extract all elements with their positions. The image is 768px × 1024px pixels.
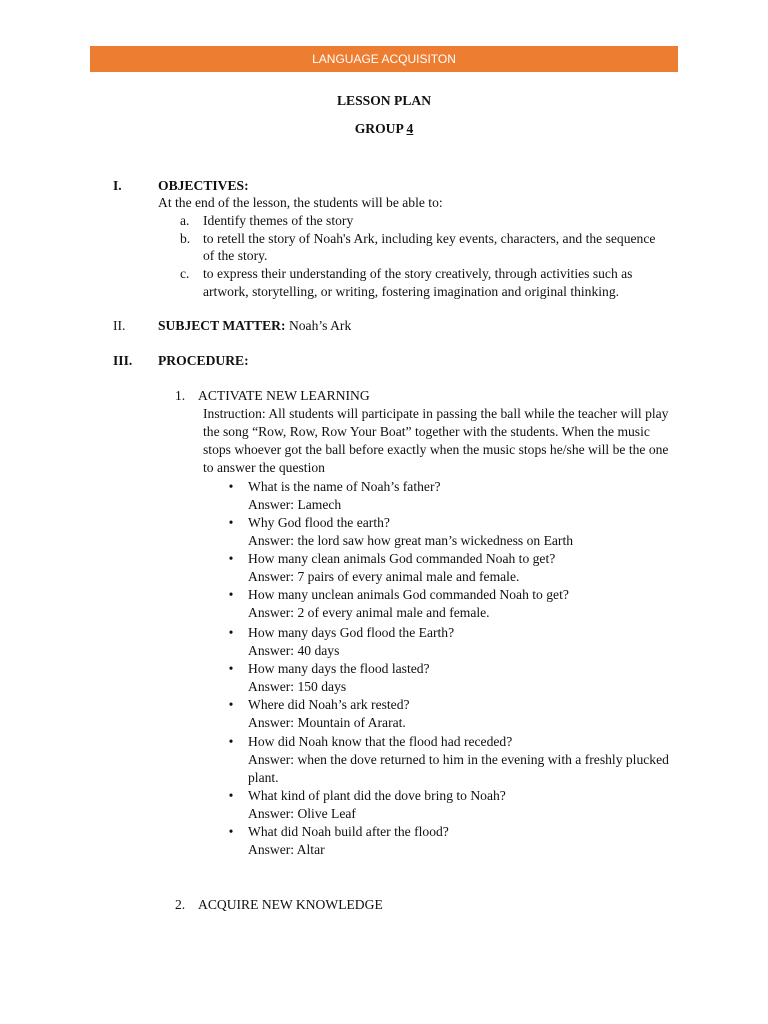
question-text: How many days God flood the Earth? [248, 625, 455, 640]
subject-matter [158, 318, 351, 334]
objectives-numeral: I. [113, 178, 122, 193]
answer-text: Answer: 7 pairs of every animal male and female. [248, 569, 520, 584]
question-text: How did Noah know that the flood had receded? [248, 734, 513, 749]
objective-text-continued: artwork, storytelling, or writing, fostering imagination and original thinking. [203, 284, 620, 299]
answer-text-continued: plant. [248, 770, 279, 785]
question-text: Why God flood the earth? [248, 515, 390, 530]
answer-text: Answer: Altar [248, 842, 325, 857]
bullet-icon [226, 479, 236, 495]
question-text: How many clean animals God commanded Noah to get? [248, 551, 556, 566]
instruction-line: Instruction: All students will participate in passing the ball while the teacher will play [203, 406, 669, 421]
instruction-line: to answer the question [203, 460, 325, 475]
subject-matter-value: Noah’s Ark [288, 318, 352, 333]
objective-text: Identify themes of the story [203, 213, 354, 228]
header-bar [90, 46, 678, 72]
group-number: 4 [406, 121, 414, 136]
objective-letter: b. [180, 231, 191, 246]
answer-text: Answer: Olive Leaf [248, 806, 356, 821]
question-text: How many unclean animals God commanded Noah to get? [248, 587, 569, 602]
bullet-icon [226, 625, 236, 641]
subject-matter-heading: SUBJECT MATTER: [158, 318, 286, 333]
instruction-line: the song “Row, Row, Row Your Boat” together with the students. When the music [203, 424, 650, 439]
objectives-heading: OBJECTIVES: [158, 178, 249, 193]
answer-text: Answer: 40 days [248, 643, 340, 658]
bullet-icon [226, 697, 236, 713]
bullet-icon [226, 551, 236, 567]
subject-matter-numeral: II. [113, 318, 126, 333]
answer-text: Answer: Mountain of Ararat. [248, 715, 406, 730]
group-label: GROUP [354, 121, 404, 136]
answer-text: Answer: when the dove returned to him in the evening with a freshly plucked [248, 752, 669, 767]
procedure-heading: PROCEDURE: [158, 353, 249, 368]
instruction-line: stops whoever got the ball before exactly when the music stops he/she will be the one [203, 442, 669, 457]
objective-text: to express their understanding of the story creatively, through activities such as [203, 266, 633, 281]
procedure-numeral: III. [113, 353, 133, 368]
step-title: ACQUIRE NEW KNOWLEDGE [198, 897, 383, 912]
bullet-icon [226, 587, 236, 603]
question-text: Where did Noah’s ark rested? [248, 697, 410, 712]
bullet-icon [226, 824, 236, 840]
answer-text: Answer: the lord saw how great man’s wickedness on Earth [248, 533, 574, 548]
answer-text: Answer: 150 days [248, 679, 347, 694]
bullet-icon [226, 788, 236, 804]
header-title: LANGUAGE ACQUISITON [312, 52, 456, 66]
bullet-icon [226, 515, 236, 531]
step-number: 1. [175, 388, 186, 403]
answer-text: Answer: Lamech [248, 497, 342, 512]
bullet-icon [226, 661, 236, 677]
bullet-icon [226, 734, 236, 750]
group-heading [0, 121, 768, 137]
objective-text: to retell the story of Noah's Ark, including key events, characters, and the sequence [203, 231, 656, 246]
step-title: ACTIVATE NEW LEARNING [198, 388, 370, 403]
objective-text-continued: of the story. [203, 248, 268, 263]
answer-text: Answer: 2 of every animal male and female. [248, 605, 490, 620]
question-text: How many days the flood lasted? [248, 661, 430, 676]
question-text: What did Noah build after the flood? [248, 824, 449, 839]
objective-letter: a. [180, 213, 190, 228]
objectives-intro: At the end of the lesson, the students will be able to: [158, 195, 443, 210]
document-title: LESSON PLAN [336, 93, 432, 108]
question-text: What kind of plant did the dove bring to Noah? [248, 788, 506, 803]
step-number: 2. [175, 897, 186, 912]
question-text: What is the name of Noah’s father? [248, 479, 441, 494]
objective-letter: c. [180, 266, 190, 281]
